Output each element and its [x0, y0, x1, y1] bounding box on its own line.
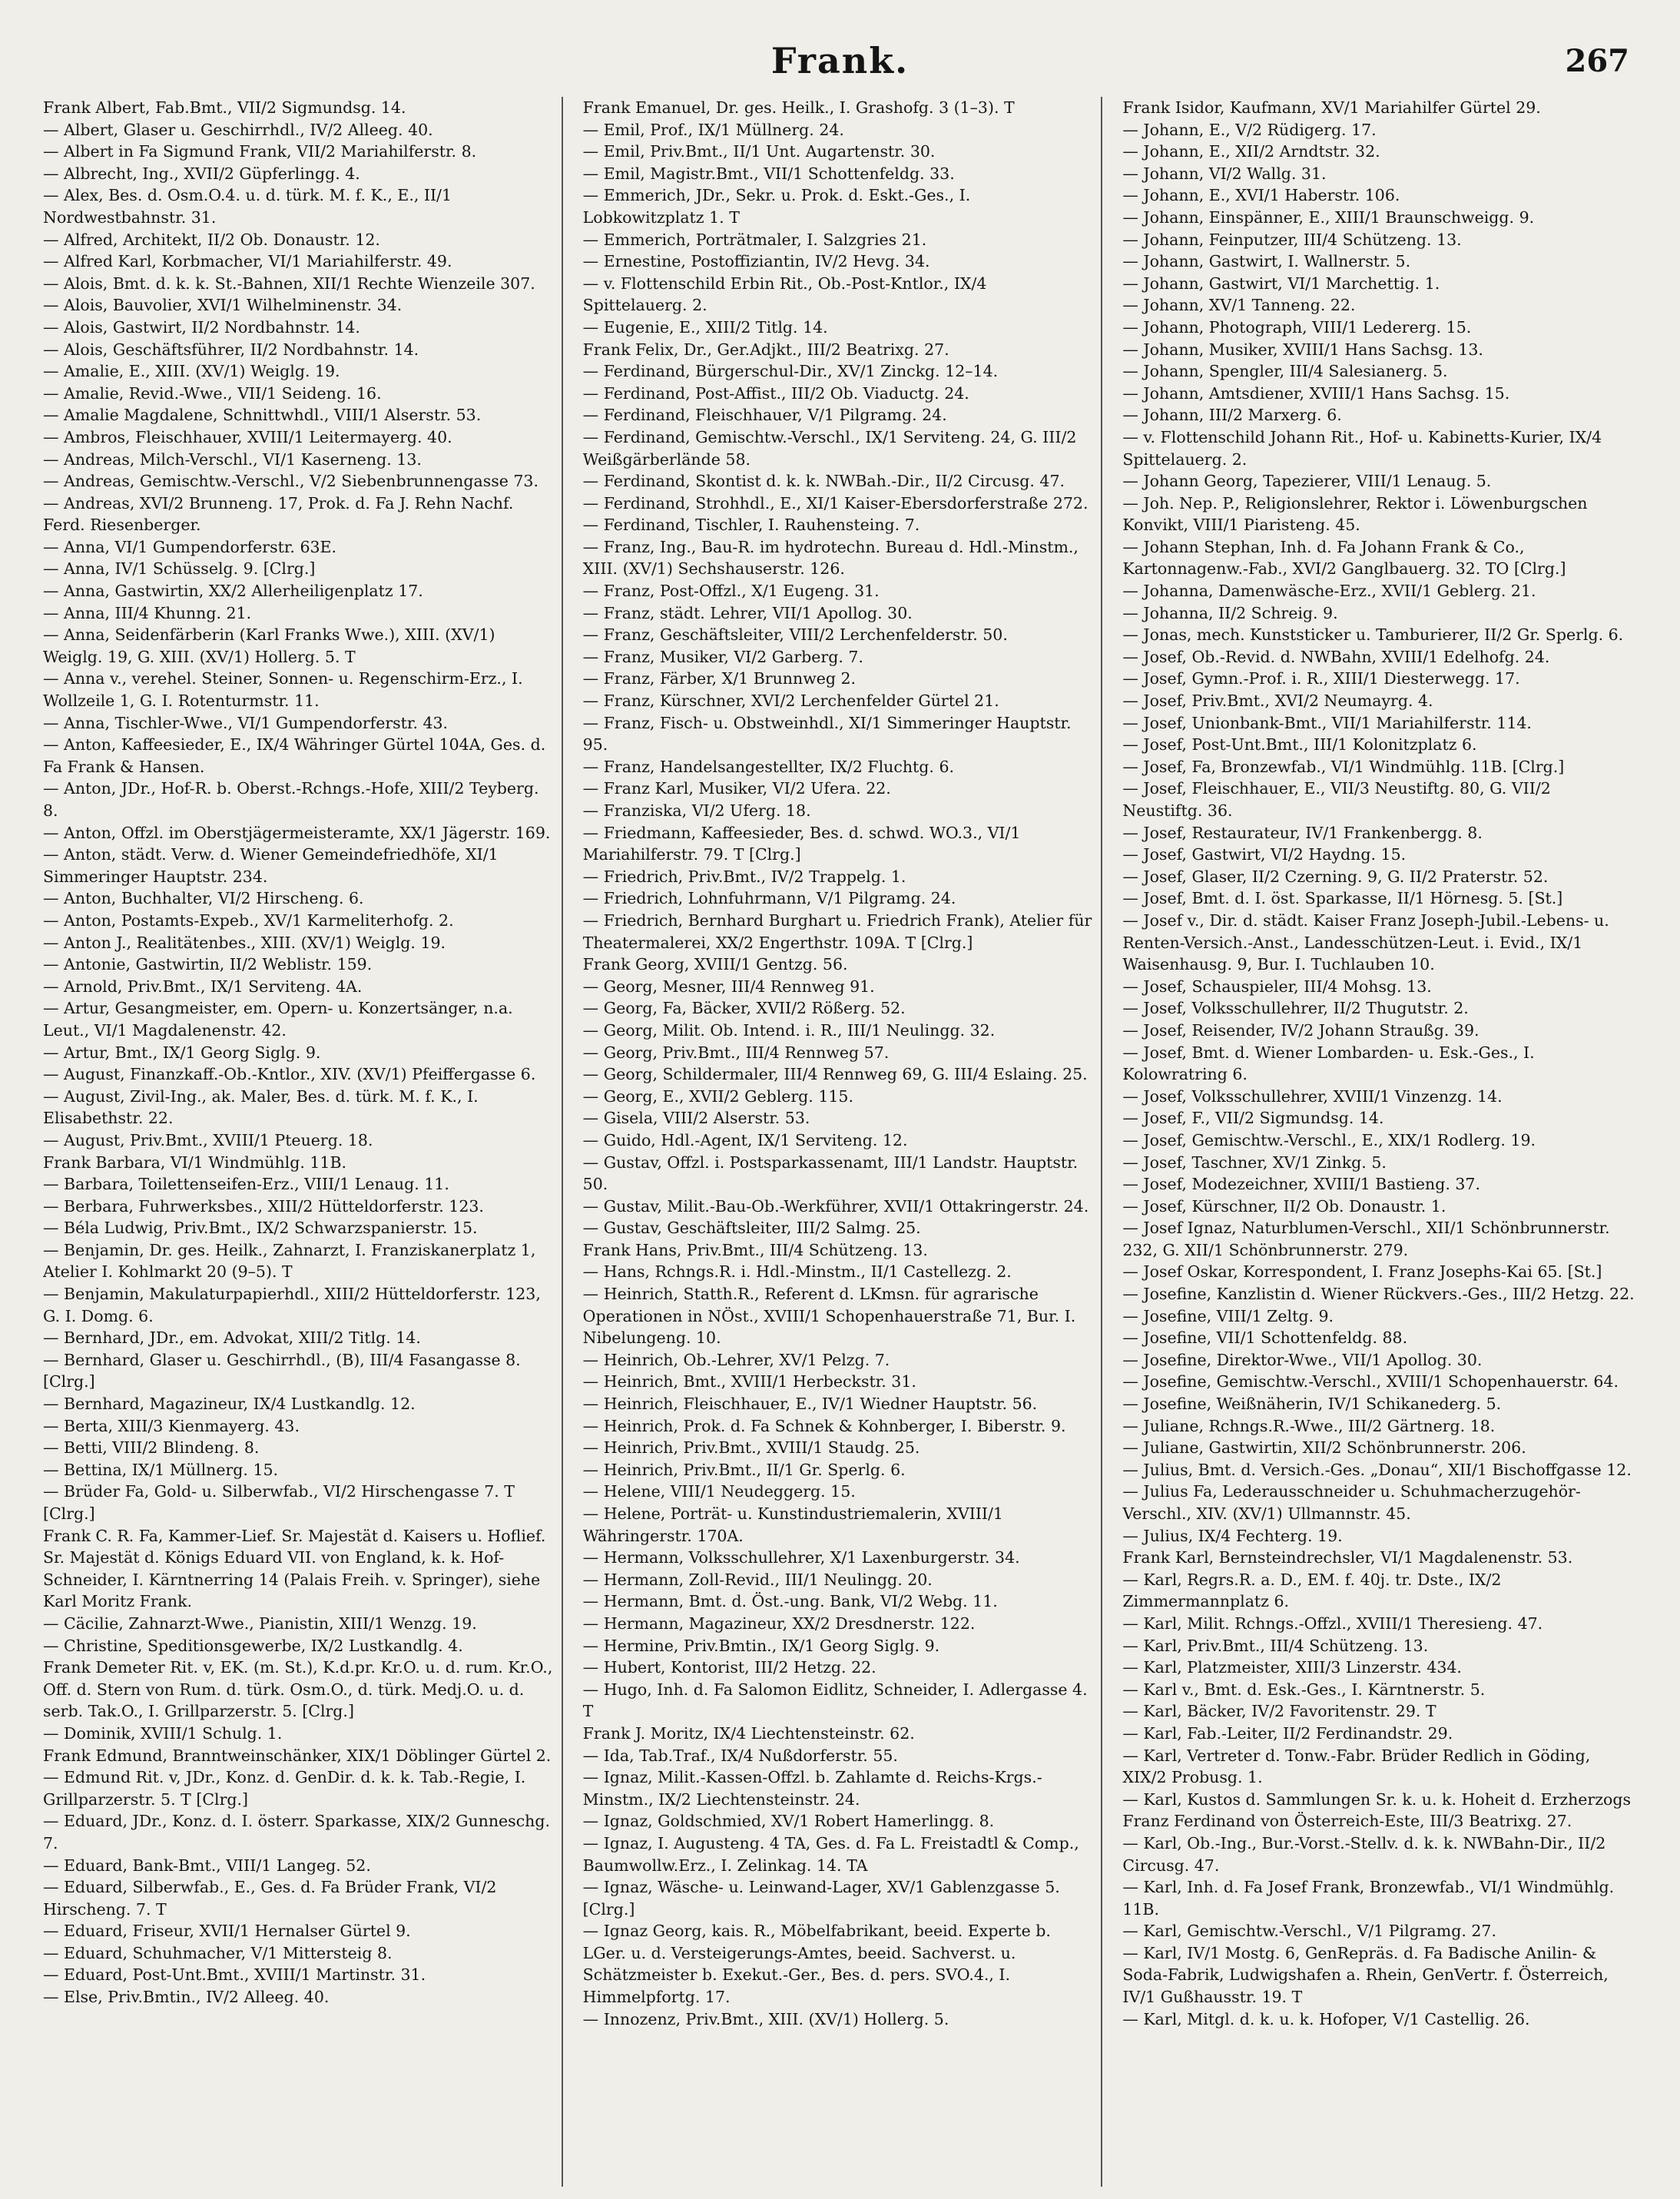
directory-entry: — Josefine, Weißnäherin, IV/1 Schikanederg. 5.	[1122, 1395, 1502, 1414]
directory-entry: — Karl, Vertreter d. Tonw.-Fabr. Brüder Redlich in Göding, XIX/2 Probusg. 1.	[1122, 1746, 1591, 1787]
directory-entry: — Heinrich, Prok. d. Fa Schnek & Kohnberger, I. Biberstr. 9.	[582, 1416, 1066, 1435]
directory-entry: — Franziska, VI/2 Uferg. 18.	[582, 801, 811, 820]
directory-entry: — Ignaz Georg, kais. R., Möbelfabrikant, beeid. Experte b. LGer. u. d. Versteigerungs-Amtes, beeid. Sachverst. u. Schätzmeister b. Exekut.-Ger., Bes. d. pers. SVO.4., I. Himmelpfortg. 17.	[582, 1922, 1051, 2007]
directory-entry: — Julius, Bmt. d. Versich.-Ges. „Donau“, XII/1 Bischoffgasse 12.	[1122, 1460, 1632, 1479]
directory-entry: — Johann, E., V/2 Rüdigerg. 17.	[1122, 120, 1377, 139]
directory-entry: — Johann, Musiker, XVIII/1 Hans Sachsg. 13.	[1122, 340, 1483, 359]
directory-entry: — Gustav, Offzl. i. Postsparkassenamt, III/1 Landstr. Hauptstr. 50.	[582, 1153, 1079, 1194]
directory-entry: — Johann Stephan, Inh. d. Fa Johann Frank & Co., Kartonnagenw.-Fab., XVI/2 Ganglbauerg. 32. TO [Clrg.]	[1122, 537, 1566, 579]
directory-entry: — August, Zivil-Ing., ak. Maler, Bes. d. türk. M. f. K., I. Elisabethstr. 22.	[43, 1086, 479, 1128]
directory-entry: — Andreas, Milch-Verschl., VI/1 Kaserneng. 13.	[43, 449, 422, 469]
directory-entry: — Ferdinand, Bürgerschul-Dir., XV/1 Zinckg. 12–14.	[582, 362, 999, 381]
directory-entry: — Johann, Amtsdiener, XVIII/1 Hans Sachsg. 15.	[1122, 383, 1510, 403]
directory-entry: — Albert, Glaser u. Geschirrhdl., IV/2 Alleeg. 40.	[43, 120, 433, 139]
directory-entry: — Franz, Handelsangestellter, IX/2 Fluchtg. 6.	[582, 757, 955, 776]
directory-entry: — Josefine, VIII/1 Zeltg. 9.	[1122, 1306, 1334, 1325]
directory-entry: — Eduard, Bank-Bmt., VIII/1 Langeg. 52.	[43, 1856, 371, 1875]
directory-entry: — Franz, Färber, X/1 Brunnweg 2.	[582, 669, 857, 688]
directory-entry: — Alex, Bes. d. Osm.O.4. u. d. türk. M. f. K., E., II/1 Nordwestbahnstr. 31.	[43, 186, 452, 227]
directory-entry: Frank J. Moritz, IX/4 Liechtensteinstr. 62.	[582, 1723, 915, 1743]
directory-entry: — Josef Ignaz, Naturblumen-Verschl., XII/1 Schönbrunnerstr. 232, G. XII/1 Schönbrunnerstr. 279.	[1122, 1219, 1610, 1259]
directory-entry: — Eduard, JDr., Konz. d. I. österr. Sparkasse, XIX/2 Gunneschg. 7.	[43, 1812, 551, 1852]
directory-entry: — Anton, Postamts-Expeb., XV/1 Karmeliterhofg. 2.	[43, 910, 454, 930]
directory-entry: — Alois, Geschäftsführer, II/2 Nordbahnstr. 14.	[43, 340, 419, 359]
directory-entry: — Josef, Priv.Bmt., XVI/2 Neumayrg. 4.	[1122, 692, 1433, 711]
directory-entry: — Georg, Mesner, III/4 Rennweg 91.	[582, 977, 875, 996]
directory-entry: — Barbara, Toilettenseifen-Erz., VIII/1 Lenaug. 11.	[43, 1175, 449, 1194]
directory-entry: — Benjamin, Dr. ges. Heilk., Zahnarzt, I. Franziskanerplatz 1, Atelier I. Kohlmarkt 20 (9–5). T	[43, 1240, 536, 1282]
directory-entry: — Josef, Bmt. d. I. öst. Sparkasse, II/1 Hörnesg. 5. [St.]	[1122, 889, 1563, 908]
directory-entry: — Anton, JDr., Hof-R. b. Oberst.-Rchngs.-Hofe, XIII/2 Teyberg. 8.	[43, 779, 539, 820]
directory-entry: — Bernhard, JDr., em. Advokat, XIII/2 Titlg. 14.	[43, 1328, 421, 1348]
directory-entry: — Josef, Gemischtw.-Verschl., E., XIX/1 Rodlerg. 19.	[1122, 1130, 1536, 1149]
directory-entry: — Ignaz, Wäsche- u. Leinwand-Lager, XV/1 Gablenzgasse 5. [Clrg.]	[582, 1878, 1060, 1919]
directory-entry: — Amalie, E., XIII. (XV/1) Weiglg. 19.	[43, 362, 340, 381]
directory-entry: — Brüder Fa, Gold- u. Silberwfab., VI/2 Hirschengasse 7. T [Clrg.]	[43, 1482, 515, 1523]
directory-entry: — Anna v., verehel. Steiner, Sonnen- u. Regenschirm-Erz., I. Wollzeile 1, G. I. Rotenturmstr. 11.	[43, 669, 523, 711]
directory-entry: — Josefine, Direktor-Wwe., VII/1 Apollog. 30.	[1122, 1350, 1483, 1369]
directory-entry: — Alfred Karl, Korbmacher, VI/1 Mariahilferstr. 49.	[43, 252, 452, 271]
directory-entry: — Karl, Mitgl. d. k. u. k. Hofoper, V/1 Castellig. 26.	[1122, 2009, 1530, 2028]
directory-entry: — Franz, Fisch- u. Obstweinhdl., XI/1 Simmeringer Hauptstr. 95.	[582, 713, 1072, 755]
directory-entry: — Cäcilie, Zahnarzt-Wwe., Pianistin, XIII/1 Wenzg. 19.	[43, 1614, 477, 1633]
directory-entry: — Franz, Musiker, VI/2 Garberg. 7.	[582, 647, 863, 666]
directory-entry: — Johann, XV/1 Tanneng. 22.	[1122, 296, 1356, 315]
directory-entry: Frank Georg, XVIII/1 Gentzg. 56.	[582, 955, 848, 974]
directory-entry: — Helene, VIII/1 Neudeggerg. 15.	[582, 1482, 856, 1501]
directory-entry: — Georg, Milit. Ob. Intend. i. R., III/1 Neulingg. 32.	[582, 1020, 996, 1040]
directory-entry: — Franz, Post-Offzl., X/1 Eugeng. 31.	[582, 582, 880, 601]
directory-entry: — Josef, Ob.-Revid. d. NWBahn, XVIII/1 Edelhofg. 24.	[1122, 647, 1550, 666]
directory-entry: — Ernestine, Postoffiziantin, IV/2 Hevg. 34.	[582, 252, 930, 271]
directory-entry: — Karl v., Bmt. d. Esk.-Ges., I. Kärntnerstr. 5.	[1122, 1680, 1486, 1699]
directory-entry: — v. Flottenschild Erbin Rit., Ob.-Post-Kntlor., IX/4 Spittelauerg. 2.	[582, 274, 987, 315]
directory-entry: — Franz, Kürschner, XVI/2 Lerchenfelder Gürtel 21.	[582, 692, 999, 711]
directory-entry: — Johann, VI/2 Wallg. 31.	[1122, 164, 1327, 183]
directory-entry: — Franz, städt. Lehrer, VII/1 Apollog. 30.	[582, 603, 913, 622]
directory-entry: — Josef Oskar, Korrespondent, I. Franz Josephs-Kai 65. [St.]	[1122, 1262, 1602, 1282]
directory-entry: — Friedrich, Bernhard Burghart u. Friedrich Frank), Atelier für Theatermalerei, XX/2 Engerthstr. 109A. T [Clrg.]	[582, 910, 1092, 952]
directory-entry: Frank Karl, Bernsteindrechsler, VI/1 Magdalenenstr. 53.	[1122, 1548, 1573, 1567]
directory-entry: — Josef, Schauspieler, III/4 Mohsg. 13.	[1122, 977, 1432, 996]
directory-entry: — Emil, Magistr.Bmt., VII/1 Schottenfeldg. 33.	[582, 164, 955, 183]
directory-entry: — Benjamin, Makulaturpapierhdl., XIII/2 Hütteldorferstr. 123, G. I. Domg. 6.	[43, 1285, 541, 1325]
directory-entry: — Ignaz, Milit.-Kassen-Offzl. b. Zahlamte d. Reichs-Krgs.-Minstm., IX/2 Liechtensteinstr. 24.	[582, 1768, 1042, 1809]
directory-entry: — Karl, Priv.Bmt., III/4 Schützeng. 13.	[1122, 1636, 1429, 1655]
directory-entry: — Emmerich, Porträtmaler, I. Salzgries 21.	[582, 230, 927, 249]
column-3	[1122, 97, 1641, 2187]
directory-entry: — Anton, Offzl. im Oberstjägermeisteramte, XX/1 Jägerstr. 169.	[43, 823, 551, 842]
directory-entry: — Ignaz, I. Augusteng. 4 TA, Ges. d. Fa L. Freistadtl & Comp., Baumwollw.Erz., I. Zelinkag. 14. TA	[582, 1833, 1079, 1875]
directory-entry: — Bernhard, Magazineur, IX/4 Lustkandlg. 12.	[43, 1395, 416, 1414]
directory-entry: — Béla Ludwig, Priv.Bmt., IX/2 Schwarzspanierstr. 15.	[43, 1219, 478, 1238]
directory-entry: — Dominik, XVIII/1 Schulg. 1.	[43, 1723, 283, 1743]
directory-entry: — Christine, Speditionsgewerbe, IX/2 Lustkandlg. 4.	[43, 1636, 463, 1655]
directory-entry: — Josef, Glaser, II/2 Czerning. 9, G. II/2 Praterstr. 52.	[1122, 867, 1549, 886]
directory-entry: — Josef, Taschner, XV/1 Zinkg. 5.	[1122, 1153, 1387, 1172]
directory-entry: — Josefine, Kanzlistin d. Wiener Rückvers.-Ges., III/2 Hetzg. 22.	[1122, 1285, 1635, 1304]
directory-entry: Frank Emanuel, Dr. ges. Heilk., I. Grashofg. 3 (1–3). T	[582, 98, 1015, 117]
directory-entry: — Josefine, Gemischtw.-Verschl., XVIII/1 Schopenhauerstr. 64.	[1122, 1372, 1619, 1391]
directory-entry: — Guido, Hdl.-Agent, IX/1 Serviteng. 12.	[582, 1130, 908, 1149]
directory-entry: — Johann, Feinputzer, III/4 Schützeng. 13.	[1122, 230, 1462, 249]
directory-entry: — Anna, Tischler-Wwe., VI/1 Gumpendorferstr. 43.	[43, 713, 449, 732]
directory-entry: — Anton, Kaffeesieder, E., IX/4 Währinger Gürtel 104A, Ges. d. Fa Frank & Hansen.	[43, 735, 546, 776]
directory-entry: — Josef, Modezeichner, XVIII/1 Bastieng. 37.	[1122, 1175, 1480, 1194]
directory-entry: — Johann, E., XII/2 Arndtstr. 32.	[1122, 142, 1380, 161]
directory-entry: — Bettina, IX/1 Müllnerg. 15.	[43, 1460, 279, 1479]
directory-entry: — Ferdinand, Tischler, I. Rauhensteing. 7.	[582, 516, 920, 535]
directory-entry: — Friedrich, Lohnfuhrmann, V/1 Pilgramg. 24.	[582, 889, 956, 908]
directory-entry: — Heinrich, Priv.Bmt., II/1 Gr. Sperlg. 6.	[582, 1460, 906, 1479]
directory-entry: — Ferdinand, Post-Affist., III/2 Ob. Viaductg. 24.	[582, 383, 969, 403]
directory-entry: — Karl, Milit. Rchngs.-Offzl., XVIII/1 Theresieng. 47.	[1122, 1614, 1543, 1633]
directory-entry: — Edmund Rit. v, JDr., Konz. d. GenDir. d. k. k. Tab.-Regie, I. Grillparzerstr. 5. T [Clrg.]	[43, 1768, 526, 1809]
directory-entry: — Josef, Unionbank-Bmt., VII/1 Mariahilferstr. 114.	[1122, 713, 1532, 732]
directory-entry: — Hermann, Bmt. d. Öst.-ung. Bank, VI/2 Webg. 11.	[582, 1592, 998, 1611]
directory-entry: — Jonas, mech. Kunststicker u. Tamburierer, II/2 Gr. Sperlg. 6.	[1122, 625, 1624, 645]
directory-entry: — Albrecht, Ing., XVII/2 Güpferlingg. 4.	[43, 164, 360, 183]
directory-entry: — Josef, Reisender, IV/2 Johann Straußg. 39.	[1122, 1020, 1480, 1040]
directory-entry: — Josef v., Dir. d. städt. Kaiser Franz Joseph-Jubil.-Lebens- u. Renten-Versich.-Anst., Landesschützen-Leut. i. Evid., IX/1 Waisenhausg. 9, Bur. I. Tuchlauben 10.	[1122, 910, 1609, 974]
directory-entry: — Karl, Bäcker, IV/2 Favoritenstr. 29. T	[1122, 1702, 1436, 1721]
directory-entry: — Heinrich, Bmt., XVIII/1 Herbeckstr. 31.	[582, 1372, 916, 1391]
directory-entry: — Franz Karl, Musiker, VI/2 Ufera. 22.	[582, 779, 891, 798]
directory-entry: — Gustav, Geschäftsleiter, III/2 Salmg. 25.	[582, 1219, 921, 1238]
directory-entry: — Josefine, VII/1 Schottenfeldg. 88.	[1122, 1328, 1408, 1348]
directory-entry: — Anna, VI/1 Gumpendorferstr. 63E.	[43, 537, 337, 556]
directory-entry: — Albert in Fa Sigmund Frank, VII/2 Mariahilferstr. 8.	[43, 142, 477, 161]
directory-entry: — Georg, Fa, Bäcker, XVII/2 Rößerg. 52.	[582, 999, 906, 1018]
directory-entry: — Anton, Buchhalter, VI/2 Hirscheng. 6.	[43, 889, 364, 908]
directory-entry: Frank Barbara, VI/1 Windmühlg. 11B.	[43, 1153, 347, 1172]
directory-entry: — Alois, Bmt. d. k. k. St.-Bahnen, XII/1 Rechte Wienzeile 307.	[43, 274, 535, 293]
directory-entry: — Josef, Fa, Bronzewfab., VI/1 Windmühlg. 11B. [Clrg.]	[1122, 757, 1565, 776]
directory-entry: — Eduard, Post-Unt.Bmt., XVIII/1 Martinstr. 31.	[43, 1965, 426, 1985]
directory-entry: — Innozenz, Priv.Bmt., XIII. (XV/1) Hollerg. 5.	[582, 2009, 949, 2028]
directory-entry: — Johanna, Damenwäsche-Erz., XVII/1 Geblerg. 21.	[1122, 582, 1536, 601]
directory-entry: — Josef, Post-Unt.Bmt., III/1 Kolonitzplatz 6.	[1122, 735, 1477, 755]
directory-entry: — Juliane, Rchngs.R.-Wwe., III/2 Gärtnerg. 18.	[1122, 1416, 1496, 1435]
directory-entry: — Arnold, Priv.Bmt., IX/1 Serviteng. 4A.	[43, 977, 363, 996]
directory-entry: — Johann, III/2 Marxerg. 6.	[1122, 406, 1342, 425]
directory-entry: — Berbara, Fuhrwerksbes., XIII/2 Hütteldorferstr. 123.	[43, 1196, 484, 1216]
directory-entry: — Karl, Regrs.R. a. D., EM. f. 40j. tr. Dste., IX/2 Zimmermannplatz 6.	[1122, 1570, 1502, 1611]
directory-entry: Frank C. R. Fa, Kammer-Lief. Sr. Majestät d. Kaisers u. Hoflief. Sr. Majestät d. Königs Eduard VII. von England, k. k. Hof-Schneider, I. Kärntnerring 14 (Palais Freih. v. Springer), siehe Karl Moritz Frank.	[43, 1526, 546, 1611]
directory-entry: — Ferdinand, Gemischtw.-Verschl., IX/1 Serviteng. 24, G. III/2 Weißgärberlände 58.	[582, 427, 1077, 469]
directory-entry: — Alois, Gastwirt, II/2 Nordbahnstr. 14.	[43, 317, 360, 337]
directory-entry: — Betti, VIII/2 Blindeng. 8.	[43, 1438, 260, 1458]
column-2	[583, 97, 1103, 2187]
directory-entry: — Andreas, XVI/2 Brunneng. 17, Prok. d. Fa J. Rehn Nachf. Ferd. Riesenberger.	[43, 493, 514, 535]
directory-entry: — Josef, Volksschullehrer, XVIII/1 Vinzenzg. 14.	[1122, 1086, 1503, 1106]
directory-entry: — Johann, Gastwirt, VI/1 Marchettig. 1.	[1122, 274, 1440, 293]
directory-entry: — Georg, E., XVII/2 Geblerg. 115.	[582, 1086, 853, 1106]
running-header: Frank.	[770, 40, 910, 81]
directory-entry: — Heinrich, Priv.Bmt., XVIII/1 Staudg. 25.	[582, 1438, 920, 1458]
directory-entry: — Artur, Gesangmeister, em. Opern- u. Konzertsänger, n.a. Leut., VI/1 Magdalenenstr. 42.	[43, 999, 513, 1040]
directory-entry: — Hermann, Zoll-Revid., III/1 Neulingg. 20.	[582, 1570, 933, 1589]
directory-entry: — Andreas, Gemischtw.-Verschl., V/2 Siebenbrunnengasse 73.	[43, 472, 538, 491]
directory-entry: — Anton J., Realitätenbes., XIII. (XV/1) Weiglg. 19.	[43, 933, 446, 952]
directory-entry: — Gisela, VIII/2 Alserstr. 53.	[582, 1109, 810, 1128]
directory-entry: — Anna, III/4 Khunng. 21.	[43, 603, 252, 622]
directory-entry: — Ferdinand, Skontist d. k. k. NWBah.-Dir., II/2 Circusg. 47.	[582, 472, 1065, 491]
directory-entry: Frank Isidor, Kaufmann, XV/1 Mariahilfer Gürtel 29.	[1122, 98, 1541, 117]
directory-entry: — August, Finanzkaff.-Ob.-Kntlor., XIV. (XV/1) Pfeiffergasse 6.	[43, 1065, 536, 1084]
directory-entry: — Johann, Gastwirt, I. Wallnerstr. 5.	[1122, 252, 1411, 271]
directory-entry: — Hubert, Kontorist, III/2 Hetzg. 22.	[582, 1658, 876, 1677]
directory-entry: — Johann, E., XVI/1 Haberstr. 106.	[1122, 186, 1400, 205]
directory-entry: — Juliane, Gastwirtin, XII/2 Schönbrunnerstr. 206.	[1122, 1438, 1526, 1458]
directory-entry: — Bernhard, Glaser u. Geschirrhdl., (B), III/4 Fasangasse 8. [Clrg.]	[43, 1350, 521, 1391]
directory-entry: Frank Edmund, Branntweinschänker, XIX/1 Döblinger Gürtel 2.	[43, 1746, 552, 1765]
directory-entry: — Heinrich, Ob.-Lehrer, XV/1 Pelzg. 7.	[582, 1350, 890, 1369]
directory-entry: — Julius, IX/4 Fechterg. 19.	[1122, 1526, 1343, 1545]
directory-entry: — Emil, Priv.Bmt., II/1 Unt. Augartenstr. 30.	[582, 142, 936, 161]
directory-entry: — Amalie, Revid.-Wwe., VII/1 Seideng. 16.	[43, 383, 382, 403]
directory-entry: — Hermine, Priv.Bmtin., IX/1 Georg Siglg. 9.	[582, 1636, 940, 1655]
directory-entry: Frank Albert, Fab.Bmt., VII/2 Sigmundsg. 14.	[43, 98, 406, 117]
directory-entry: — Heinrich, Statth.R., Referent d. LKmsn. für agrarische Operationen in NÖst., XVIII/1 Schopenhauerstraße 71, Bur. I. Nibelungeng. 10.	[582, 1285, 1076, 1348]
directory-entry: — Eduard, Silberwfab., E., Ges. d. Fa Brüder Frank, VI/2 Hirscheng. 7. T	[43, 1878, 497, 1919]
directory-entry: — Alfred, Architekt, II/2 Ob. Donaustr. 12.	[43, 230, 380, 249]
directory-entry: — Heinrich, Fleischhauer, E., IV/1 Wiedner Hauptstr. 56.	[582, 1395, 1038, 1414]
directory-entry: — Josef, Gymn.-Prof. i. R., XIII/1 Diesterwegg. 17.	[1122, 669, 1520, 688]
directory-entry: — Anna, Gastwirtin, XX/2 Allerheiligenplatz 17.	[43, 582, 423, 601]
directory-entry: — Artur, Bmt., IX/1 Georg Siglg. 9.	[43, 1043, 321, 1062]
directory-entry: — Karl, Platzmeister, XIII/3 Linzerstr. 434.	[1122, 1658, 1462, 1677]
directory-entry: — Karl, Fab.-Leiter, II/2 Ferdinandstr. 29.	[1122, 1723, 1453, 1743]
directory-entry: — Emil, Prof., IX/1 Müllnerg. 24.	[582, 120, 844, 139]
directory-entry: — Anton, städt. Verw. d. Wiener Gemeindefriedhöfe, XI/1 Simmeringer Hauptstr. 234.	[43, 845, 499, 886]
directory-entry: Frank Demeter Rit. v, EK. (m. St.), K.d.pr. Kr.O. u. d. rum. Kr.O., Off. d. Stern von Rum. d. türk. Osm.O., d. türk. Medj.O. u. d. serb. Tak.O., I. Grillparzerstr. 5. [Clrg.]	[43, 1658, 553, 1721]
directory-entry: — Josef, Fleischhauer, E., VII/3 Neustiftg. 80, G. VII/2 Neustiftg. 36.	[1122, 779, 1551, 820]
directory-entry: — Berta, XIII/3 Kienmayerg. 43.	[43, 1416, 300, 1435]
directory-entry: — Johann, Spengler, III/4 Salesianerg. 5.	[1122, 362, 1448, 381]
directory-entry: — Alois, Bauvolier, XVI/1 Wilhelminenstr. 34.	[43, 296, 403, 315]
directory-entry: — Georg, Schildermaler, III/4 Rennweg 69, G. III/4 Eslaing. 25.	[582, 1065, 1088, 1084]
directory-entry: — Josef, Volksschullehrer, II/2 Thugutstr. 2.	[1122, 999, 1469, 1018]
directory-entry: — Anna, Seidenfärberin (Karl Franks Wwe.), XIII. (XV/1) Weiglg. 19, G. XIII. (XV/1) Hollerg. 5. T	[43, 625, 495, 666]
directory-entry: — Karl, Gemischtw.-Verschl., V/1 Pilgramg. 27.	[1122, 1922, 1496, 1941]
directory-entry: — Johann, Photograph, VIII/1 Ledererg. 15.	[1122, 317, 1472, 337]
directory-entry: — Josef, Gastwirt, VI/2 Haydng. 15.	[1122, 845, 1407, 864]
directory-entry: — Ambros, Fleischhauer, XVIII/1 Leitermayerg. 40.	[43, 427, 452, 446]
directory-entry: — Eduard, Friseur, XVII/1 Hernalser Gürtel 9.	[43, 1922, 411, 1941]
directory-entry: — Ignaz, Goldschmied, XV/1 Robert Hamerlingg. 8.	[582, 1812, 995, 1831]
page-number: 267	[1565, 43, 1629, 79]
directory-entry: Frank Hans, Priv.Bmt., III/4 Schützeng. 13.	[582, 1240, 928, 1259]
directory-entry: — Franz, Ing., Bau-R. im hydrotechn. Bureau d. Hdl.-Minstm., XIII. (XV/1) Sechshauserstr. 126.	[582, 537, 1079, 579]
directory-entry: — Hermann, Magazineur, XX/2 Dresdnerstr. 122.	[582, 1614, 976, 1633]
directory-entry: — Ida, Tab.Traf., IX/4 Nußdorferstr. 55.	[582, 1746, 898, 1765]
directory-entry: — Helene, Porträt- u. Kunstindustriemalerin, XVIII/1 Währingerstr. 170A.	[582, 1504, 1003, 1545]
directory-entry: — Hans, Rchngs.R. i. Hdl.-Minstm., II/1 Castellezg. 2.	[582, 1262, 1012, 1282]
directory-entry: — Eugenie, E., XIII/2 Titlg. 14.	[582, 317, 828, 337]
directory-entry: — Joh. Nep. P., Religionslehrer, Rektor i. Löwenburgschen Konvikt, VIII/1 Piaristeng. 45.	[1122, 493, 1588, 535]
directory-entry: — Hermann, Volksschullehrer, X/1 Laxenburgerstr. 34.	[582, 1548, 1020, 1567]
directory-entry: — Johanna, II/2 Schreig. 9.	[1122, 603, 1338, 622]
directory-entry: — Josef, Bmt. d. Wiener Lombarden- u. Esk.-Ges., I. Kolowratring 6.	[1122, 1043, 1535, 1084]
directory-entry: — Johann, Einspänner, E., XIII/1 Braunschweigg. 9.	[1122, 207, 1535, 227]
directory-entry: — Amalie Magdalene, Schnittwhdl., VIII/1 Alserstr. 53.	[43, 406, 482, 425]
directory-entry: — August, Priv.Bmt., XVIII/1 Pteuerg. 18.	[43, 1130, 373, 1149]
directory-entry: — Josef, F., VII/2 Sigmundsg. 14.	[1122, 1109, 1384, 1128]
directory-entry: — Karl, Ob.-Ing., Bur.-Vorst.-Stellv. d. k. k. NWBahn-Dir., II/2 Circusg. 47.	[1122, 1833, 1606, 1875]
directory-entry: — Karl, IV/1 Mostg. 6, GenRepräs. d. Fa Badische Anilin- & Soda-Fabrik, Ludwigshafen a. Rhein, GenVertr. f. Österreich, IV/1 Gußhausstr. 19. T	[1122, 1943, 1609, 2007]
directory-entry: Frank Felix, Dr., Ger.Adjkt., III/2 Beatrixg. 27.	[582, 340, 949, 359]
directory-entry: — Else, Priv.Bmtin., IV/2 Alleeg. 40.	[43, 1988, 330, 2007]
directory-entry: — Franz, Geschäftsleiter, VIII/2 Lerchenfelderstr. 50.	[582, 625, 1008, 645]
directory-entry: — Julius Fa, Lederausschneider u. Schuhmacherzugehör-Verschl., XIV. (XV/1) Ullmannstr. 45.	[1122, 1482, 1581, 1523]
directory-entry: — Josef, Restaurateur, IV/1 Frankenbergg. 8.	[1122, 823, 1483, 842]
directory-entry: — Friedrich, Priv.Bmt., IV/2 Trappelg. 1.	[582, 867, 906, 886]
directory-entry: — Emmerich, JDr., Sekr. u. Prok. d. Eskt.-Ges., I. Lobkowitzplatz 1. T	[582, 186, 971, 227]
directory-columns	[43, 97, 1641, 2187]
directory-entry: — Hugo, Inh. d. Fa Salomon Eidlitz, Schneider, I. Adlergasse 4. T	[582, 1680, 1088, 1721]
directory-entry: — Georg, Priv.Bmt., III/4 Rennweg 57.	[582, 1043, 890, 1062]
directory-entry: — Eduard, Schuhmacher, V/1 Mittersteig 8.	[43, 1943, 393, 1962]
directory-entry: — Karl, Kustos d. Sammlungen Sr. k. u. k. Hoheit d. Erzherzogs Franz Ferdinand von Österreich-Este, III/3 Beatrixg. 27.	[1122, 1789, 1631, 1831]
directory-entry: — Ferdinand, Fleischhauer, V/1 Pilgramg. 24.	[582, 406, 947, 425]
directory-entry: — Karl, Inh. d. Fa Josef Frank, Bronzewfab., VI/1 Windmühlg. 11B.	[1122, 1878, 1615, 1919]
directory-entry: — Friedmann, Kaffeesieder, Bes. d. schwd. WO.3., VI/1 Mariahilferstr. 79. T [Clrg.]	[582, 823, 1021, 864]
directory-entry: — Gustav, Milit.-Bau-Ob.-Werkführer, XVII/1 Ottakringerstr. 24.	[582, 1196, 1089, 1216]
directory-entry: — Antonie, Gastwirtin, II/2 Weblistr. 159.	[43, 955, 373, 974]
directory-entry: — Josef, Kürschner, II/2 Ob. Donaustr. 1.	[1122, 1196, 1446, 1216]
directory-entry: — v. Flottenschild Johann Rit., Hof- u. Kabinetts-Kurier, IX/4 Spittelauerg. 2.	[1122, 427, 1602, 469]
column-1	[43, 97, 563, 2187]
directory-entry: — Ferdinand, Strohhdl., E., XI/1 Kaiser-Ebersdorferstraße 272.	[582, 493, 1089, 512]
directory-entry: — Johann Georg, Tapezierer, VIII/1 Lenaug. 5.	[1122, 472, 1492, 491]
directory-entry: — Anna, IV/1 Schüsselg. 9. [Clrg.]	[43, 559, 316, 579]
